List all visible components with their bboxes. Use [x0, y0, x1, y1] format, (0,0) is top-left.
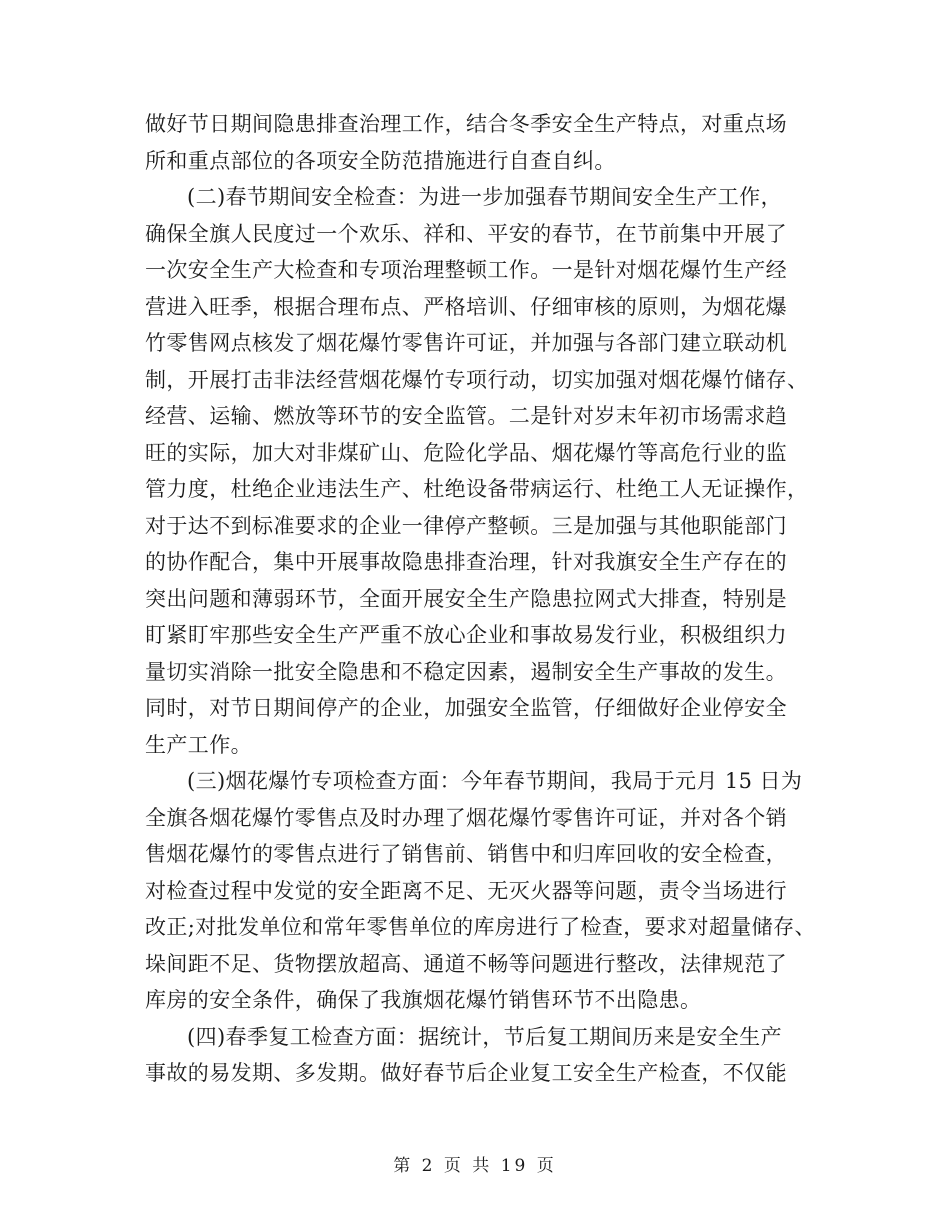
text-line: 营进入旺季，根据合理布点、严格培训、仔细审核的原则，为烟花爆	[145, 294, 787, 319]
text-line: 管力度，杜绝企业违法生产、杜绝设备带病运行、杜绝工人无证操作，	[145, 477, 809, 501]
text-line: 同时，对节日期间停产的企业，加强安全监管，仔细做好企业停安全	[145, 696, 787, 720]
paragraph-continued	[145, 106, 825, 179]
text-line: 的协作配合，集中开展事故隐患排查治理，针对我旗安全生产存在的	[145, 550, 787, 574]
text-line: 做好节日期间隐患排查治理工作，结合冬季安全生产特点，对重点场	[145, 112, 787, 136]
text-line: 旺的实际，加大对非煤矿山、危险化学品、烟花爆竹等高危行业的监	[145, 440, 787, 465]
text-line: 对检查过程中发觉的安全距离不足、无灭火器等问题，责令当场进行	[145, 878, 787, 903]
text-line: 对于达不到标准要求的企业一律停产整顿。三是加强与其他职能部门	[145, 513, 787, 538]
text-line: 全旗各烟花爆竹零售点及时办理了烟花爆竹零售许可证，并对各个销	[145, 805, 787, 830]
text-line: 所和重点部位的各项安全防范措施进行自查自纠。	[145, 148, 616, 173]
text-line: (三)烟花爆竹专项检查方面：今年春节期间，我局于元月 15 日为	[187, 769, 803, 793]
text-line: 突出问题和薄弱环节，全面开展安全生产隐患拉网式大排查，特别是	[145, 586, 787, 611]
text-line: 量切实消除一批安全隐患和不稳定因素，遏制安全生产事故的发生。	[145, 659, 787, 684]
paragraph-spring-resumption-inspection	[145, 1019, 825, 1092]
text-line: 生产工作。	[145, 732, 252, 757]
page-number-footer: 第 2 页 共 19 页	[393, 1156, 557, 1176]
text-line: 一次安全生产大检查和专项治理整顿工作。一是针对烟花爆竹生产经	[145, 258, 787, 282]
text-line: 经营、运输、燃放等环节的安全监管。二是针对岁末年初市场需求趋	[145, 404, 787, 428]
text-line: 制，开展打击非法经营烟花爆竹专项行动，切实加强对烟花爆竹储存、	[145, 367, 809, 392]
text-line: (四)春季复工检查方面：据统计，节后复工期间历来是安全生产	[187, 1024, 782, 1049]
text-line: 事故的易发期、多发期。做好春节后企业复工安全生产检查，不仅能	[145, 1061, 787, 1085]
text-line: 售烟花爆竹的零售点进行了销售前、销售中和归库回收的安全检查，	[145, 842, 787, 866]
text-line: 改正;对批发单位和常年零售单位的库房进行了检查，要求对超量储存、	[145, 915, 816, 939]
text-line: 竹零售网点核发了烟花爆竹零售许可证，并加强与各部门建立联动机	[145, 331, 787, 355]
text-line: 确保全旗人民度过一个欢乐、祥和、平安的春节，在节前集中开展了	[145, 221, 787, 246]
text-line: 库房的安全条件，确保了我旗烟花爆竹销售环节不出隐患。	[145, 988, 702, 1012]
text-line: 垛间距不足、货物摆放超高、通道不畅等问题进行整改，法律规范了	[145, 951, 787, 976]
paragraph-fireworks-inspection	[145, 763, 825, 1019]
paragraph-spring-festival-inspection	[145, 179, 825, 763]
document-body	[145, 106, 825, 1092]
text-line: 盯紧盯牢那些安全生产严重不放心企业和事故易发行业，积极组织力	[145, 623, 787, 647]
text-line: (二)春节期间安全检查：为进一步加强春节期间安全生产工作，	[187, 185, 782, 209]
